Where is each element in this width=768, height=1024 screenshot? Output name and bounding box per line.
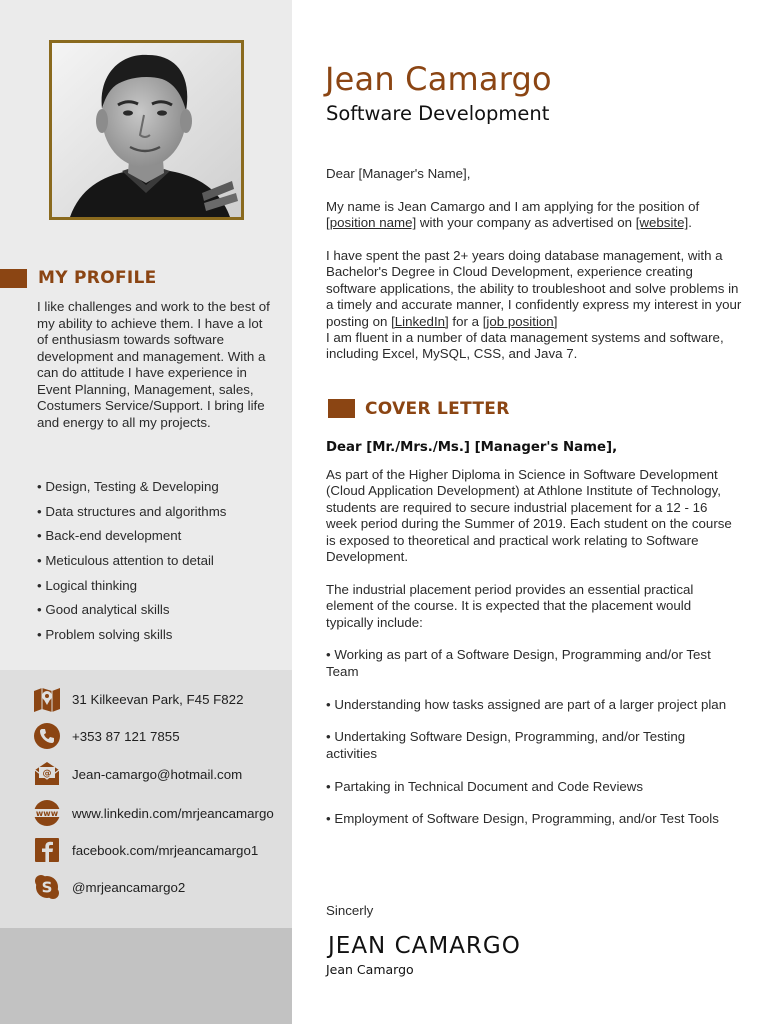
linkedin-text: www.linkedin.com/mrjeancamargo — [72, 805, 274, 821]
skill-item: • Good analytical skills — [37, 602, 170, 618]
facebook-text: facebook.com/mrjeancamargo1 — [72, 842, 259, 858]
skype-text: @mrjeancamargo2 — [72, 879, 186, 895]
facebook-icon — [32, 835, 62, 865]
skype-icon — [32, 872, 62, 902]
skill-item: • Design, Testing & Developing — [37, 479, 219, 494]
cover-bullet: • Working as part of a Software Design, Programming and/or Test Team — [326, 647, 711, 679]
profile-photo — [49, 40, 244, 220]
cover-bullet: • Partaking in Technical Document and Code Reviews — [326, 778, 644, 794]
intro-paragraph-1: My name is Jean Camargo and I am applying for the position of [position name] with your company as advertised on [website]. — [326, 198, 700, 231]
contact-skype — [32, 872, 186, 902]
www-icon — [32, 798, 62, 828]
linkedin-placeholder: [LinkedIn] — [391, 313, 449, 329]
sidebar — [0, 0, 292, 1024]
contact-email — [32, 759, 243, 789]
cover-bullet: • Employment of Software Design, Programming, and/or Test Tools — [326, 811, 719, 827]
signature-subtext: Jean Camargo — [326, 962, 414, 977]
profile-section-marker — [0, 269, 27, 288]
website-placeholder: [website] — [635, 215, 689, 231]
contact-facebook — [32, 835, 259, 865]
intro-greeting: Dear [Manager's Name], — [326, 166, 471, 181]
contact-linkedin — [32, 798, 274, 828]
email-text: Jean-camargo@hotmail.com — [72, 766, 243, 782]
cover-bullet: • Understanding how tasks assigned are part of a larger project plan — [326, 696, 727, 712]
cover-letter-marker — [328, 399, 355, 418]
www-label: www — [35, 809, 59, 818]
cover-letter-body — [326, 467, 738, 828]
cover-paragraph-2: The industrial placement period provides an essential practical element of the course. It is expected that the placement would typically include: — [326, 581, 694, 630]
svg-text:S: S — [41, 878, 53, 897]
contact-address — [32, 684, 244, 714]
cover-paragraph-1: As part of the Higher Diploma in Science in Software Development (Cloud Application Development) at Athlone Institute of Technology, students are required to secure industrial placement for a 12 - 16 week period during the Summer of 2019. Each student on the course is exposed to theoretical and practical work relating to Software Development. — [326, 467, 732, 565]
cover-letter-greeting: Dear [Mr./Mrs./Ms.] [Manager's Name], — [326, 440, 618, 455]
sidebar-footer — [0, 928, 292, 1024]
job-position-placeholder: [job position] — [482, 313, 558, 329]
email-icon — [32, 759, 62, 789]
profile-heading: MY PROFILE — [38, 268, 157, 288]
skill-item: • Problem solving skills — [37, 627, 173, 643]
closing-text: Sincerly — [326, 903, 374, 918]
skill-item: • Data structures and algorithms — [37, 503, 227, 519]
contact-phone — [32, 721, 180, 751]
intro-paragraph-3: I am fluent in a number of data management systems and software, including Excel, MySQL, CSS, and Java 7. — [326, 330, 724, 362]
intro-letter — [326, 166, 744, 363]
skill-item: • Meticulous attention to detail — [37, 553, 214, 569]
portrait-image — [52, 43, 241, 217]
signature-name: JEAN CAMARGO — [328, 933, 521, 959]
candidate-role: Software Development — [326, 102, 550, 125]
position-name-placeholder: [position name] — [326, 215, 417, 231]
cover-bullet: • Undertaking Software Design, Programming, and/or Testing activities — [326, 729, 686, 761]
skill-item: • Logical thinking — [37, 577, 138, 593]
phone-text: +353 87 121 7855 — [72, 728, 180, 744]
intro-paragraph-2: I have spent the past 2+ years doing database management, with a Bachelor's Degree in Cloud Development, experience creating software applications, the ability to troubleshoot and solve problems in a timely and accurate manner, I confidently express my interest in your posting on [LinkedIn] for a [job position] — [326, 248, 742, 329]
svg-text:@: @ — [42, 769, 52, 779]
map-icon — [32, 684, 62, 714]
candidate-name: Jean Camargo — [325, 60, 552, 98]
skill-item: • Back-end development — [37, 528, 182, 544]
address-text: 31 Kilkeevan Park, F45 F822 — [72, 691, 244, 707]
cover-letter-heading: COVER LETTER — [365, 399, 510, 419]
skills-list — [37, 478, 226, 651]
phone-icon — [32, 721, 62, 751]
profile-text: I like challenges and work to the best of my ability to achieve them. I have a lot of enthusiasm towards software development and management. With a can do attitude I have experience in Event Planning, Management, sales, Costumers Service/Support. I bring life and energy to all my projects. — [37, 299, 270, 430]
